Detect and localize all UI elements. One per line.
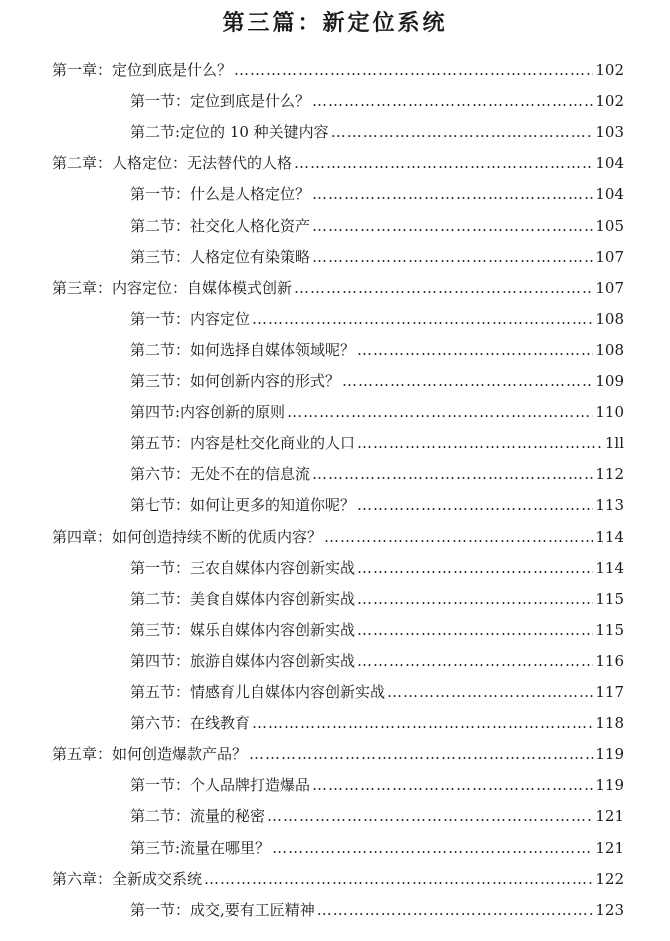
entry-page-number: 104 <box>595 185 624 204</box>
toc-section-entry <box>130 91 624 111</box>
page-title: 第三篇：新定位系统 <box>222 10 448 36</box>
entry-page-number: 112 <box>595 465 624 484</box>
toc-chapter-entry <box>52 278 624 298</box>
toc-section-entry <box>130 340 624 360</box>
toc-section-entry <box>130 433 624 453</box>
entry-label: 第一节：什么是人格定位？ <box>130 185 311 204</box>
entry-label: 第四节：旅游自媒体内容创新实战 <box>130 651 356 670</box>
entry-label: 第三节:流量在哪里？ <box>130 838 271 857</box>
toc-section-entry <box>130 309 624 329</box>
toc-section-entry <box>130 900 624 920</box>
entry-page-number: 119 <box>595 776 624 795</box>
dot-leader <box>252 309 593 329</box>
toc-section-entry <box>130 589 624 609</box>
entry-page-number: 108 <box>595 309 624 328</box>
dot-leader <box>357 651 593 671</box>
toc-section-entry <box>130 775 624 795</box>
toc-chapter-entry <box>52 153 624 173</box>
entry-label: 第二节：流量的秘密 <box>130 807 266 826</box>
toc-section-entry <box>130 216 624 236</box>
entry-page-number: 107 <box>595 278 624 297</box>
entry-label: 第二节：社交化人格化资产 <box>130 216 311 235</box>
entry-label: 第二节：美食自媒体内容创新实战 <box>130 589 356 608</box>
toc-section-entry <box>130 122 624 142</box>
entry-label: 第六章：全新成交系统 <box>52 869 203 888</box>
entry-label: 第三节：如何创新内容的形式？ <box>130 372 341 390</box>
entry-label: 第五章：如何创造爆款产品？ <box>52 745 248 764</box>
dot-leader <box>331 122 594 142</box>
entry-label: 第一节：内容定位 <box>130 309 251 328</box>
entry-label: 第四节:内容创新的原则 <box>130 403 286 422</box>
toc-chapter-entry <box>52 527 624 547</box>
dot-leader <box>312 216 593 236</box>
dot-leader <box>294 153 593 173</box>
dot-leader <box>272 838 593 858</box>
entry-page-number: 109 <box>595 372 624 390</box>
entry-label: 第二节:定位的 10 种关键内容 <box>130 123 329 142</box>
entry-label: 第三节：人格定位有染策略 <box>130 247 311 266</box>
entry-label: 第七节：如何让更多的知道你呢？ <box>130 496 356 515</box>
toc-chapter-entry <box>52 60 624 80</box>
entry-page-number: 103 <box>595 123 624 142</box>
entry-label: 第一章：定位到底是什么？ <box>52 61 233 79</box>
entry-label: 第二章：人格定位：无法替代的人格 <box>52 154 293 173</box>
entry-label: 第一节：个人品牌打造爆品 <box>130 776 311 795</box>
entry-page-number: 110 <box>595 403 624 422</box>
entry-page-number: 114 <box>595 558 624 577</box>
toc-section-entry <box>130 713 624 733</box>
entry-page-number: 102 <box>595 92 624 111</box>
toc-section-entry <box>130 682 624 702</box>
toc-section-entry <box>130 247 624 267</box>
dot-leader <box>249 744 593 764</box>
toc-section-entry <box>130 402 624 422</box>
entry-page-number: 117 <box>595 683 624 701</box>
toc-section-entry <box>130 464 624 484</box>
entry-page-number: 108 <box>595 340 624 359</box>
entry-page-number: 115 <box>595 589 624 608</box>
toc-section-entry <box>130 806 624 826</box>
toc-section-entry <box>130 838 624 858</box>
dot-leader <box>287 402 593 422</box>
entry-page-number: 102 <box>595 61 624 79</box>
dot-leader <box>357 620 593 640</box>
entry-page-number: 115 <box>595 620 624 639</box>
entry-page-number: 119 <box>595 745 624 764</box>
toc-chapter-entry <box>52 869 624 889</box>
dot-leader <box>294 278 593 298</box>
dot-leader <box>357 589 593 609</box>
entry-page-number: 107 <box>595 247 624 266</box>
entry-page-number: 123 <box>595 900 624 919</box>
toc-section-entry <box>130 184 624 204</box>
entry-label: 第二节：如何选择自媒体领域呢？ <box>130 340 356 359</box>
dot-leader <box>312 184 593 204</box>
entry-page-number: 105 <box>595 216 624 235</box>
toc-section-entry <box>130 620 624 640</box>
entry-page-number: 114 <box>595 527 624 546</box>
entry-label: 第六节：无处不在的信息流 <box>130 465 311 484</box>
dot-leader <box>312 91 593 111</box>
toc-chapter-entry <box>52 744 624 764</box>
dot-leader <box>357 495 593 515</box>
toc-section-entry <box>130 558 624 578</box>
dot-leader <box>267 806 593 826</box>
toc-section-entry <box>130 371 624 391</box>
dot-leader <box>342 371 593 391</box>
dot-leader <box>357 558 593 578</box>
entry-page-number: 121 <box>595 838 624 857</box>
dot-leader <box>324 527 593 547</box>
dot-leader <box>357 340 593 360</box>
entry-page-number: 113 <box>595 496 624 515</box>
dot-leader <box>387 682 593 702</box>
entry-label: 第五节：内容是杜交化商业的人口 <box>130 434 356 453</box>
entry-label: 第四章：如何创造持续不断的优质内容？ <box>52 527 323 546</box>
dot-leader <box>234 60 593 80</box>
entry-label: 第三章：内容定位：自媒体模式创新 <box>52 278 293 297</box>
entry-label: 第三节：媒乐自媒体内容创新实战 <box>130 620 356 639</box>
dot-leader <box>357 433 603 453</box>
entry-label: 第六节：在线教育 <box>130 714 251 733</box>
toc-section-entry <box>130 651 624 671</box>
entry-label: 第一节：三农自媒体内容创新实战 <box>130 558 356 577</box>
dot-leader <box>312 247 593 267</box>
entry-page-number: 118 <box>595 714 624 733</box>
entry-page-number: 116 <box>595 651 624 670</box>
dot-leader <box>312 464 593 484</box>
dot-leader <box>312 775 593 795</box>
entry-label: 第一节：成交,要有工匠精神 <box>130 900 315 919</box>
entry-label: 第一节：定位到底是什么？ <box>130 92 311 111</box>
entry-page-number: 121 <box>595 807 624 826</box>
dot-leader <box>317 900 594 920</box>
toc-section-entry <box>130 495 624 515</box>
entry-page-number: 104 <box>595 154 624 173</box>
entry-label: 第五节：情感育儿自媒体内容创新实战 <box>130 683 386 701</box>
dot-leader <box>204 869 593 889</box>
entry-page-number: 122 <box>595 869 624 888</box>
entry-page-number: 1ll <box>604 434 624 453</box>
dot-leader <box>252 713 593 733</box>
